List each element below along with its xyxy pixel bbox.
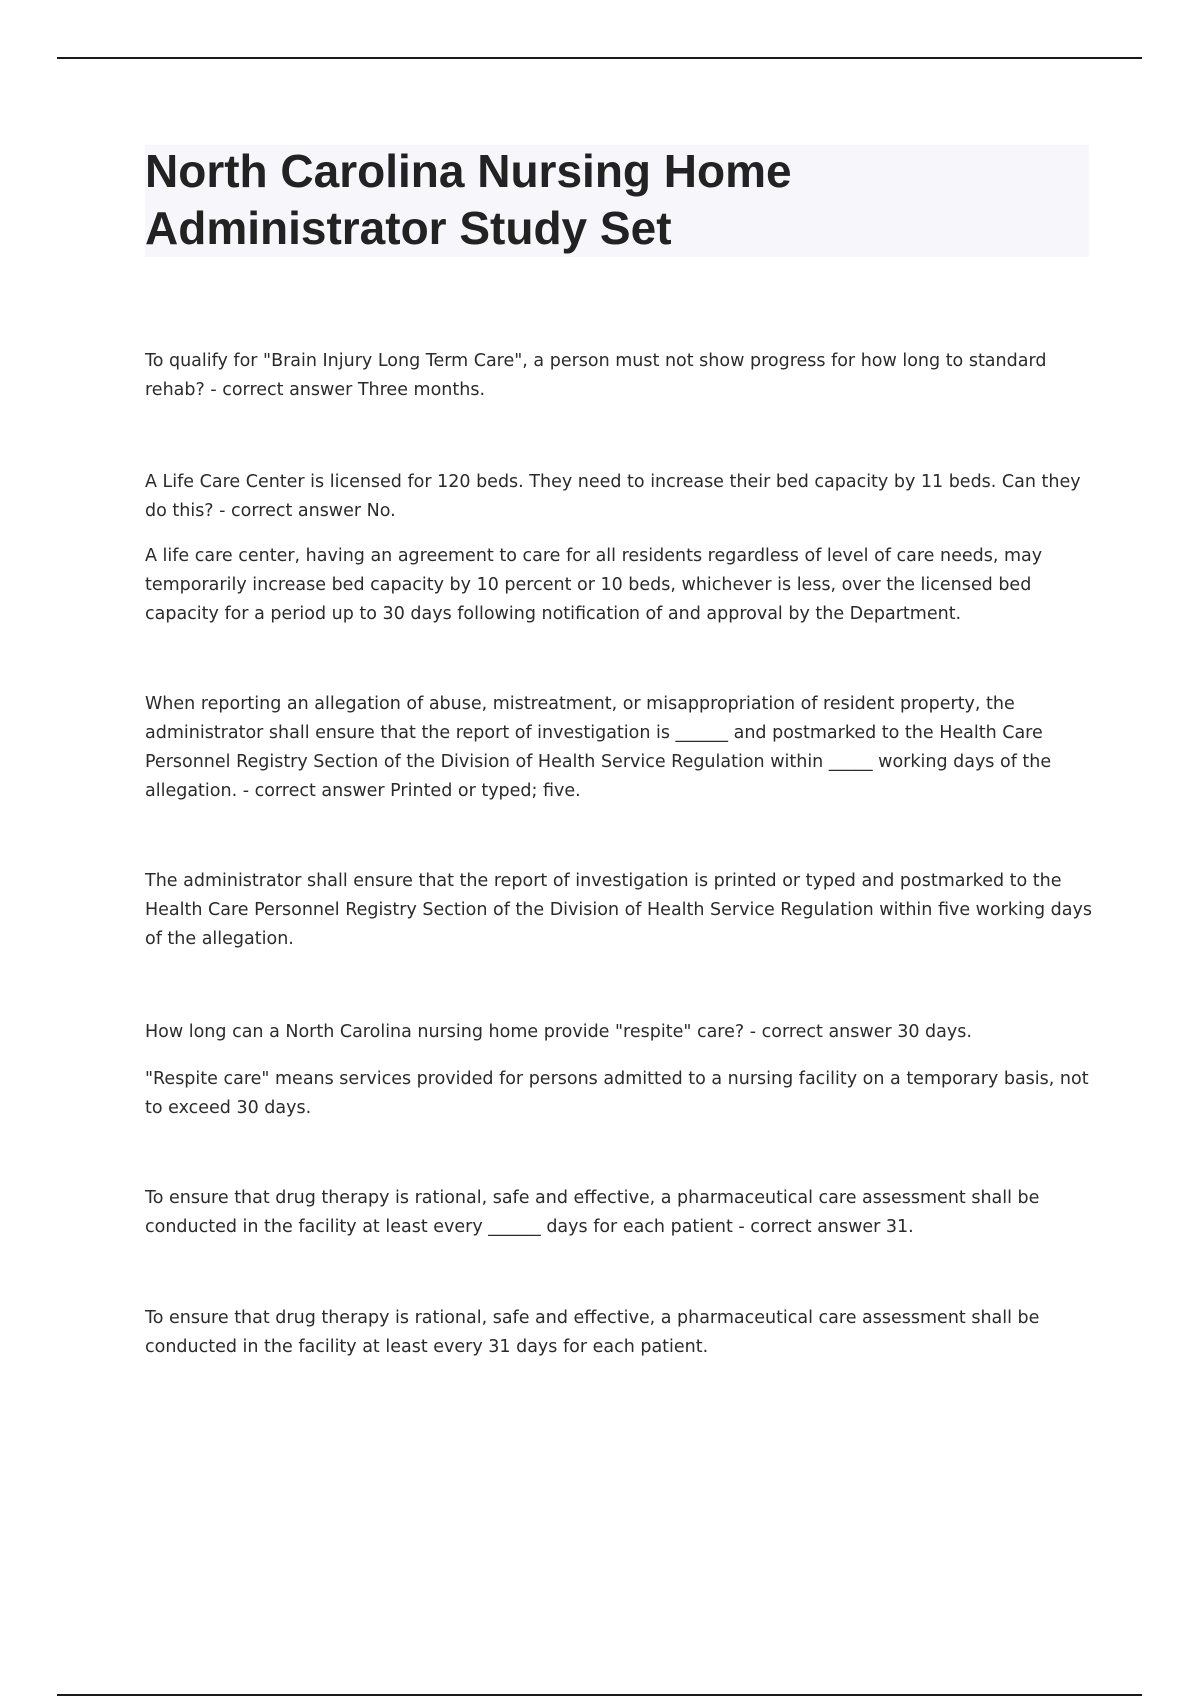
question-text: A Life Care Center is licensed for 120 beds. They need to increase their bed capacity by 11 beds. Can they do this? - correct answer No.	[145, 472, 1081, 521]
title-line-1: North Carolina Nursing Home	[145, 145, 792, 197]
explanation-text: A life care center, having an agreement to care for all residents regardless of level of care needs, may temporarily increase bed capacity by 10 percent or 10 beds, whichever is less, over the licensed bed capacity for a period up to 30 days following notification of and approval by the Department.	[145, 546, 1043, 624]
explanation-text: To ensure that drug therapy is rational, safe and effective, a pharmaceutical care assessment shall be conducted in the facility at least every 31 days for each patient.	[145, 1308, 1040, 1357]
question-text: How long can a North Carolina nursing home provide "respite" care? - correct answer 30 days.	[145, 1022, 972, 1042]
bottom-divider	[57, 1694, 1142, 1696]
page-title	[145, 143, 1089, 257]
top-divider	[57, 57, 1142, 59]
explanation-text: "Respite care" means services provided for persons admitted to a nursing facility on a temporary basis, not to exceed 30 days.	[145, 1069, 1089, 1118]
title-line-2: Administrator Study Set	[145, 202, 672, 254]
question-text: When reporting an allegation of abuse, mistreatment, or misappropriation of resident property, the administrator shall ensure that the report of investigation is ______ and postmarked to the Health Care Personnel Registry Section of the Division of Health Service Regulation within _____ working days of the allegation. - correct answer Printed or typed; five.	[145, 694, 1052, 801]
explanation-text: The administrator shall ensure that the report of investigation is printed or typed and postmarked to the Health Care Personnel Registry Section of the Division of Health Service Regulation within five working days of the allegation.	[145, 871, 1092, 949]
question-text: To qualify for "Brain Injury Long Term Care", a person must not show progress for how long to standard rehab? - correct answer Three months.	[145, 351, 1047, 400]
question-text: To ensure that drug therapy is rational, safe and effective, a pharmaceutical care assessment shall be conducted in the facility at least every ______ days for each patient - correct answer 31.	[145, 1188, 1040, 1237]
